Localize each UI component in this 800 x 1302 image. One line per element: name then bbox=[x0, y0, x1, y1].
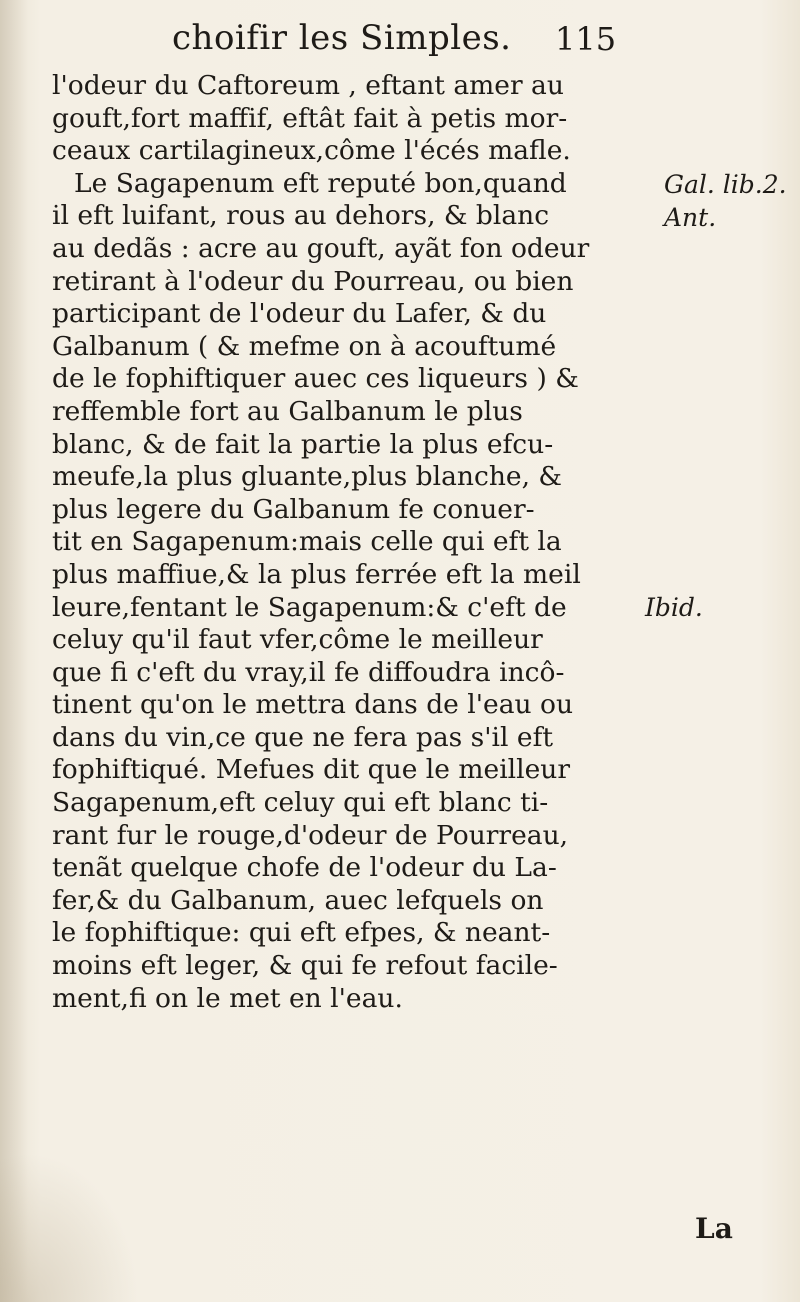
text-line: blanc, & de fait la partie la plus efcu- bbox=[52, 428, 554, 460]
text-line: reffemble fort au Galbanum le plus bbox=[52, 395, 523, 427]
text-line: de le fophiftiquer auec ces liqueurs ) & bbox=[52, 363, 579, 395]
text-line: plus maffiue,& la plus ferrée eft la meil bbox=[52, 558, 581, 590]
text-line: rant fur le rouge,d'odeur de Pourreau, bbox=[52, 819, 569, 851]
margin-note-ant: Ant. bbox=[664, 203, 717, 232]
text-line: tenãt quelque chofe de l'odeur du La- bbox=[52, 852, 557, 884]
margin-note-ibid: Ibid. bbox=[645, 593, 703, 622]
body-text bbox=[52, 70, 642, 1015]
text-line: Sagapenum,eft celuy qui eft blanc ti- bbox=[52, 787, 549, 819]
text-line: leure,fentant le Sagapenum:& c'eft de bbox=[52, 591, 567, 623]
paper-stain bbox=[0, 1152, 140, 1302]
text-line: moins eft leger, & qui fe refout facile- bbox=[52, 950, 558, 982]
text-line: meufe,la plus gluante,plus blanche, & bbox=[52, 461, 563, 493]
text-line: Le Sagapenum eft reputé bon,quand bbox=[74, 167, 567, 199]
text-line: le fophiftique: qui eft efpes, & neant- bbox=[52, 917, 551, 949]
text-line: dans du vin,ce que ne fera pas s'il eft bbox=[52, 721, 554, 753]
text-line: Galbanum ( & mefme on à acouftumé bbox=[52, 330, 557, 362]
text-line: celuy qu'il faut vfer,côme le meilleur bbox=[52, 624, 543, 656]
text-line: il eft luifant, rous au dehors, & blanc bbox=[52, 200, 550, 232]
text-line: ment,fi on le met en l'eau. bbox=[52, 982, 403, 1014]
running-title: choifir les Simples. bbox=[172, 18, 512, 58]
text-line: tinent qu'on le mettra dans de l'eau ou bbox=[52, 689, 574, 721]
text-line: tit en Sagapenum:mais celle qui eft la bbox=[52, 526, 562, 558]
text-line: participant de l'odeur du Lafer, & du bbox=[52, 298, 547, 330]
margin-note-galen: Gal. lib.2. bbox=[664, 170, 787, 199]
text-line: gouft,fort maffif, eftât fait à petis mor- bbox=[52, 102, 568, 134]
running-head bbox=[0, 10, 800, 60]
text-line: l'odeur du Caftoreum , eftant amer au bbox=[52, 70, 564, 101]
text-line: que fi c'eft du vray,il fe diffoudra incô- bbox=[52, 656, 565, 688]
text-line: fer,& du Galbanum, auec lefquels on bbox=[52, 884, 544, 916]
text-line: retirant à l'odeur du Pourreau, ou bien bbox=[52, 265, 574, 297]
text-line: au dedãs : acre au gouft, ayãt fon odeur bbox=[52, 232, 590, 264]
page-number: 115 bbox=[555, 20, 617, 58]
text-line: fophiftiqué. Mefues dit que le meilleur bbox=[52, 754, 571, 786]
catchword: La bbox=[695, 1212, 733, 1245]
gutter-shadow bbox=[0, 0, 28, 1302]
text-line: plus legere du Galbanum fe conuer- bbox=[52, 493, 535, 525]
text-line: ceaux cartilagineux,côme l'écés mafle. bbox=[52, 135, 571, 167]
